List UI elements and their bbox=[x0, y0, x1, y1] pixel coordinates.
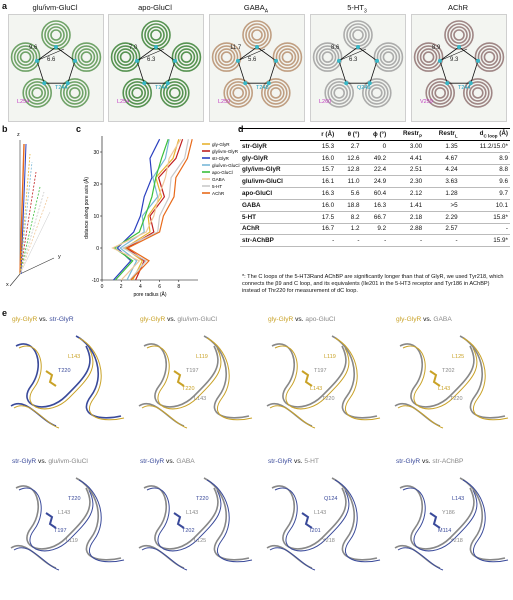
table-header-row bbox=[240, 129, 510, 141]
table-row-name: glu/ivm-GluCl bbox=[240, 176, 310, 188]
table-header-name bbox=[240, 129, 310, 141]
panel-c-label: c bbox=[76, 124, 82, 134]
x-tick-label: 6 bbox=[158, 284, 161, 290]
helix-bundle-svg bbox=[210, 15, 304, 121]
table-header-phi: ϕ (°) bbox=[361, 129, 388, 141]
residue-label: L125 bbox=[194, 538, 207, 544]
legend-label-6: 5-HT bbox=[212, 183, 223, 189]
x-tick-label: 2 bbox=[119, 284, 123, 290]
table-cell: 2.30 bbox=[388, 176, 424, 188]
x-tick-label: 0 bbox=[100, 284, 104, 290]
comparison-title: gly-GlyR vs. glu/ivm-GluCl bbox=[140, 316, 217, 323]
table-cell: 4.67 bbox=[424, 152, 460, 164]
y-tick-label: 10 bbox=[93, 213, 99, 220]
table-cell: 5.6 bbox=[336, 188, 361, 200]
legend-label-0: gly-GlyR bbox=[212, 141, 230, 147]
residue-label: T220 bbox=[182, 386, 195, 392]
pore-structure-view bbox=[108, 14, 204, 122]
residue-label: L143 bbox=[186, 510, 199, 516]
table-cell: 11.0 bbox=[336, 176, 361, 188]
residue-label: Y186 bbox=[442, 510, 455, 516]
residue-label: T197 bbox=[54, 528, 67, 534]
table-cell: 2.18 bbox=[388, 211, 424, 223]
superposition-view bbox=[390, 468, 512, 573]
table-cell: 17.5 bbox=[310, 211, 336, 223]
table-row bbox=[240, 223, 510, 235]
helix-bundle-svg bbox=[9, 15, 103, 121]
panel-a-title: glu/ivm-GluCl bbox=[32, 3, 78, 12]
table-cell: 16.7 bbox=[310, 223, 336, 235]
table-header-restr-p: Restr$_P$ bbox=[388, 129, 424, 141]
table-cell: - bbox=[388, 235, 424, 247]
table-row-name: AChR bbox=[240, 223, 310, 235]
distance-label-outer: 8.6 bbox=[331, 45, 340, 51]
superposition-view bbox=[6, 326, 128, 431]
residue-label-threonine: Q249 bbox=[357, 85, 371, 91]
residue-label: L119 bbox=[196, 354, 208, 360]
y-tick-label: -10 bbox=[91, 277, 99, 284]
table-row bbox=[240, 176, 510, 188]
x-axis-label: pore radius (Å) bbox=[133, 292, 167, 298]
backbone-trace-svg bbox=[390, 468, 512, 573]
table-cell: 10.1 bbox=[460, 199, 510, 211]
table-cell: 1.28 bbox=[424, 188, 460, 200]
table-cell: - bbox=[424, 235, 460, 247]
distance-label-inner: 5.6 bbox=[248, 57, 257, 63]
table-cell: 2.7 bbox=[336, 141, 361, 153]
table-cell: - bbox=[336, 235, 361, 247]
residue-label: T202 bbox=[442, 368, 455, 374]
table-row-name: GABA bbox=[240, 199, 310, 211]
residue-label-leucine: L259 bbox=[218, 99, 231, 105]
residue-label: L143 bbox=[314, 510, 327, 516]
table-cell: 2.88 bbox=[388, 223, 424, 235]
residue-label-threonine: T244 bbox=[458, 85, 471, 91]
residue-label: T197 bbox=[186, 368, 199, 374]
residue-label: T220 bbox=[450, 396, 463, 402]
residue-label: T202 bbox=[182, 528, 195, 534]
table-cell: 16.3 bbox=[361, 199, 388, 211]
table-cell: 4.24 bbox=[424, 164, 460, 176]
table-cell: 8.9 bbox=[460, 152, 510, 164]
table-cell: 8.8 bbox=[460, 164, 510, 176]
axis-z-label: z bbox=[17, 132, 20, 138]
superposition-view bbox=[262, 326, 384, 431]
residue-label: L143 bbox=[194, 396, 207, 402]
residue-label: L143 bbox=[452, 496, 465, 502]
residue-label: Y218 bbox=[450, 538, 463, 544]
residue-label-leucine: L254 bbox=[117, 99, 130, 105]
table-cell: 9.2 bbox=[361, 223, 388, 235]
comparison-title: gly-GlyR vs. apo-GluCl bbox=[268, 316, 336, 323]
table-cell: 18.8 bbox=[336, 199, 361, 211]
table-cell: 16.1 bbox=[310, 176, 336, 188]
table-cell: 15.7 bbox=[310, 164, 336, 176]
table-row bbox=[240, 164, 510, 176]
helix-bundle-svg bbox=[311, 15, 405, 121]
table-cell: 11.2/15.0* bbox=[460, 141, 510, 153]
panel-b-label: b bbox=[2, 124, 8, 134]
table-row-name: 5-HT bbox=[240, 211, 310, 223]
table-cell: 2.51 bbox=[388, 164, 424, 176]
axis-y-label: y bbox=[58, 254, 61, 260]
table-cell: 9.6 bbox=[460, 176, 510, 188]
table-cell: 16.0 bbox=[310, 199, 336, 211]
table-body bbox=[240, 141, 510, 247]
table-row bbox=[240, 211, 510, 223]
table-cell: 12.8 bbox=[336, 164, 361, 176]
axes-3d-plot bbox=[6, 132, 70, 292]
residue-label: T197 bbox=[314, 368, 327, 374]
table-cell: 4.41 bbox=[388, 152, 424, 164]
residue-label: L143 bbox=[310, 386, 323, 392]
superposition-view bbox=[262, 468, 384, 573]
y-tick-label: 20 bbox=[93, 181, 99, 188]
panel-d-label: d bbox=[238, 124, 244, 134]
table-cell: - bbox=[310, 235, 336, 247]
backbone-trace-svg bbox=[262, 326, 384, 431]
table-row bbox=[240, 141, 510, 153]
residue-label-threonine: T244 bbox=[55, 85, 68, 91]
backbone-trace-svg bbox=[6, 468, 128, 573]
table-cell: 60.4 bbox=[361, 188, 388, 200]
helix-bundle-svg bbox=[412, 15, 506, 121]
table-row-name: str-GlyR bbox=[240, 141, 310, 153]
table-cell: >5 bbox=[424, 199, 460, 211]
distance-label-inner: 9.3 bbox=[450, 57, 459, 63]
table-header-theta: θ (°) bbox=[336, 129, 361, 141]
comparison-title: gly-GlyR vs. GABA bbox=[396, 316, 452, 323]
table-cell: 0 bbox=[361, 141, 388, 153]
comparison-title: str-GlyR vs. 5-HT bbox=[268, 458, 319, 465]
table-header-dcloop: $d_{C loop}$ (Å) bbox=[460, 129, 510, 141]
table-cell: 3.00 bbox=[388, 141, 424, 153]
residue-label: L143 bbox=[58, 510, 71, 516]
pore-structure-view bbox=[411, 14, 507, 122]
pore-radius-chart bbox=[80, 130, 240, 300]
y-axis-label: distance along pore axis (Å) bbox=[84, 177, 90, 239]
x-tick-label: 8 bbox=[177, 284, 181, 290]
panel-a-title: AChR bbox=[447, 3, 468, 12]
comparison-title: gly-GlyR vs. str-GlyR bbox=[12, 316, 74, 323]
legend-label-2: str-GlyR bbox=[212, 155, 229, 161]
legend-label-5: GABA bbox=[212, 176, 225, 182]
table-header-restr-l: Restr$_L$ bbox=[424, 129, 460, 141]
table-row bbox=[240, 152, 510, 164]
backbone-trace-svg bbox=[134, 326, 256, 431]
x-tick-label: 4 bbox=[139, 284, 142, 290]
legend-label-3: glu/ivm-GluCl bbox=[212, 162, 240, 168]
axis-x-label: x bbox=[6, 282, 9, 288]
table-row bbox=[240, 199, 510, 211]
superposition-view bbox=[6, 468, 128, 573]
y-tick-label: 0 bbox=[96, 245, 99, 252]
superposition-view bbox=[390, 326, 512, 431]
table-cell: 16.3 bbox=[310, 188, 336, 200]
distance-label-outer: 8.9 bbox=[432, 45, 441, 51]
table-cell: 49.2 bbox=[361, 152, 388, 164]
residue-label: L125 bbox=[452, 354, 465, 360]
residue-label: I201 bbox=[310, 528, 321, 534]
backbone-trace-svg bbox=[6, 326, 128, 431]
table-cell: 1.2 bbox=[336, 223, 361, 235]
table-cell: 2.29 bbox=[424, 211, 460, 223]
table-row-name: gly/ivm-GlyR bbox=[240, 164, 310, 176]
table-footnote: *: The C loops of the 5-HT3Rand AChBP are significantly longer than that of GlyR, we used Tyr218, which connects the β9 and C loop, and its equivalents (Ile201 in the 5-HT3 receptor and Tyr186 in AChBP) instead of Thr220 for measurement of dC loop. bbox=[242, 274, 504, 294]
distance-label-outer: 7.0 bbox=[129, 45, 138, 51]
comparison-title: str-GlyR vs. str-AChBP bbox=[396, 458, 464, 465]
residue-label-threonine: T248 bbox=[256, 85, 269, 91]
series-line-0 bbox=[125, 139, 179, 280]
table-cell: - bbox=[460, 223, 510, 235]
distance-label-outer: 9.6 bbox=[29, 45, 38, 51]
pore-structure-view bbox=[8, 14, 104, 122]
table-cell: 15.8* bbox=[460, 211, 510, 223]
table-cell: 15.9* bbox=[460, 235, 510, 247]
table-cell: 12.6 bbox=[336, 152, 361, 164]
superposition-view bbox=[134, 468, 256, 573]
panel-a-title: $5-HT_3$ bbox=[347, 3, 367, 15]
backbone-trace-svg bbox=[262, 468, 384, 573]
residue-label: L143 bbox=[438, 386, 451, 392]
helix-bundle-svg bbox=[109, 15, 203, 121]
table-row-name: gly-GlyR bbox=[240, 152, 310, 164]
panel-a-label: a bbox=[2, 1, 8, 11]
axes-3d-svg bbox=[6, 132, 70, 292]
backbone-trace-svg bbox=[390, 326, 512, 431]
residue-label: T220 bbox=[68, 496, 81, 502]
distance-label-inner: 6.6 bbox=[47, 57, 56, 63]
legend-label-7: AChR bbox=[212, 190, 225, 196]
distance-label-inner: 6.3 bbox=[147, 57, 156, 63]
pore-radius-chart-svg bbox=[80, 130, 240, 300]
residue-label-leucine: L260 bbox=[319, 99, 332, 105]
table-cell: 24.9 bbox=[361, 176, 388, 188]
table-header-r: r (Å) bbox=[310, 129, 336, 141]
table-cell: 1.35 bbox=[424, 141, 460, 153]
table-cell: 2.12 bbox=[388, 188, 424, 200]
table-cell: 2.57 bbox=[424, 223, 460, 235]
residue-label: L119 bbox=[66, 538, 78, 544]
residue-label: M114 bbox=[438, 528, 452, 534]
residue-label-threonine: T244 bbox=[155, 85, 168, 91]
table-row bbox=[240, 235, 510, 247]
residue-label-leucine: V259 bbox=[420, 99, 433, 105]
y-tick-label: 30 bbox=[93, 149, 99, 156]
table-cell: 22.4 bbox=[361, 164, 388, 176]
residue-label: L119 bbox=[324, 354, 336, 360]
table-cell: 9.7 bbox=[460, 188, 510, 200]
table-cell: 3.63 bbox=[424, 176, 460, 188]
geometry-table bbox=[240, 128, 510, 247]
residue-label: L143 bbox=[68, 354, 81, 360]
panel-e-label: e bbox=[2, 308, 8, 318]
table-cell: - bbox=[361, 235, 388, 247]
backbone-trace-svg bbox=[134, 468, 256, 573]
table-cell: 16.0 bbox=[310, 152, 336, 164]
residue-label: Y218 bbox=[322, 538, 335, 544]
table-row bbox=[240, 188, 510, 200]
legend-label-4: apo-GluCl bbox=[212, 169, 233, 175]
residue-label: Q124 bbox=[324, 496, 338, 502]
table-cell: 66.7 bbox=[361, 211, 388, 223]
superposition-view bbox=[134, 326, 256, 431]
panel-a-title: $GABA_A$ bbox=[243, 3, 269, 15]
comparison-title: str-GlyR vs. glu/ivm-GluCl bbox=[12, 458, 88, 465]
pore-structure-view bbox=[209, 14, 305, 122]
residue-label: T220 bbox=[58, 368, 71, 374]
comparison-title: str-GlyR vs. GABA bbox=[140, 458, 195, 465]
distance-label-inner: 6.3 bbox=[349, 57, 358, 63]
table-row-name: str-AChBP bbox=[240, 235, 310, 247]
table-cell: 15.3 bbox=[310, 141, 336, 153]
panel-a-title: apo-GluCl bbox=[138, 3, 172, 12]
table-row-name: apo-GluCl bbox=[240, 188, 310, 200]
distance-label-outer: 11.7 bbox=[230, 45, 242, 51]
residue-label-leucine: L254 bbox=[17, 99, 30, 105]
table-cell: 8.2 bbox=[336, 211, 361, 223]
legend-label-1: gly/ivm-GlyR bbox=[212, 148, 239, 154]
pore-structure-view bbox=[310, 14, 406, 122]
residue-label: T220 bbox=[196, 496, 209, 502]
table-cell: 1.41 bbox=[388, 199, 424, 211]
residue-label: T220 bbox=[322, 396, 335, 402]
